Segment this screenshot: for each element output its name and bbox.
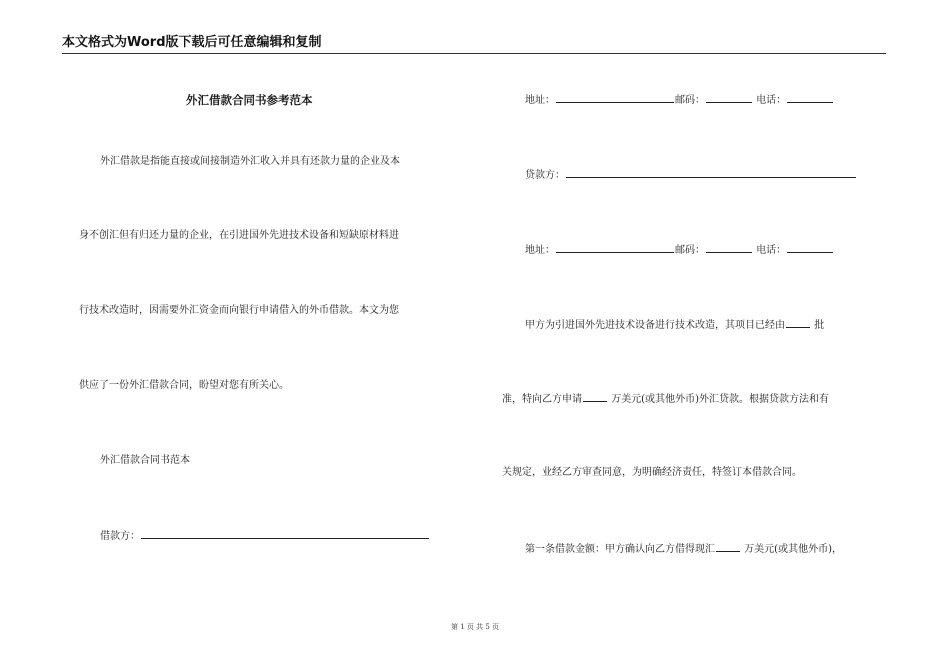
page-footer: 第 1 页 共 5 页 <box>450 623 500 631</box>
intro-line-4: 供应了一份外汇借款合同，盼望对您有所关心。 <box>79 380 289 391</box>
zip-label-1: 邮码： <box>675 95 705 106</box>
zip-blank-1 <box>706 92 752 103</box>
borrower-row <box>100 528 430 544</box>
intro-line-1: 外汇借款是指能直接或间接制造外汇收入并具有还款力量的企业及本 <box>100 156 400 167</box>
header-text: 本文格式为Word版下载后可任意编辑和复制 <box>62 35 322 50</box>
article1-amount-blank <box>716 541 740 552</box>
para1-line1-b: 批 <box>814 320 825 331</box>
para1-line2-a: 准，特向乙方申请 <box>502 394 582 405</box>
document-title: 外汇借款合同书参考范本 <box>186 93 313 107</box>
loan-amount-blank <box>583 391 607 402</box>
borrower-blank <box>141 528 429 539</box>
article1-row <box>525 541 842 557</box>
zip-label-2: 邮码： <box>675 245 705 256</box>
para1-line2-b: 万美元(或其他外币)外汇贷款。根据贷款方法和有 <box>611 394 829 405</box>
approver-blank <box>786 317 810 328</box>
address-label-2: 地址： <box>525 245 555 256</box>
lender-row <box>525 167 857 183</box>
phone-label-1: 电话： <box>756 95 787 106</box>
address-row-1 <box>525 92 834 108</box>
para1-line1-a: 甲方为引进国外先进技术设备进行技术改造，其项目已经由 <box>525 320 785 331</box>
contract-subtitle: 外汇借款合同书范本 <box>100 455 190 466</box>
address-row-2 <box>525 242 834 258</box>
intro-line-2: 身不创汇但有归还力量的企业，在引进国外先进技术设备和短缺原材料进 <box>79 230 399 241</box>
page-header <box>62 35 886 54</box>
address-label-1: 地址： <box>525 95 555 106</box>
phone-blank-2 <box>787 242 833 253</box>
borrower-label: 借款方： <box>100 531 140 542</box>
article1-text-b: 万美元(或其他外币)， <box>744 544 842 555</box>
article1-text-a: 第一条借款金额：甲方确认向乙方借得现汇 <box>525 544 715 555</box>
para1-line-3: 关规定，业经乙方审查同意，为明确经济责任，特签订本借款合同。 <box>502 467 802 478</box>
lender-label: 贷款方： <box>525 170 565 181</box>
address-blank-1 <box>556 92 674 103</box>
para1-line-2 <box>502 391 829 407</box>
phone-blank-1 <box>787 92 833 103</box>
zip-blank-2 <box>706 242 752 253</box>
phone-label-2: 电话： <box>756 245 787 256</box>
lender-blank <box>566 167 856 178</box>
intro-line-3: 行技术改造时，因需要外汇资金而向银行申请借入的外币借款。本文为您 <box>79 305 399 316</box>
address-blank-2 <box>556 242 674 253</box>
para1-line-1 <box>525 317 824 333</box>
